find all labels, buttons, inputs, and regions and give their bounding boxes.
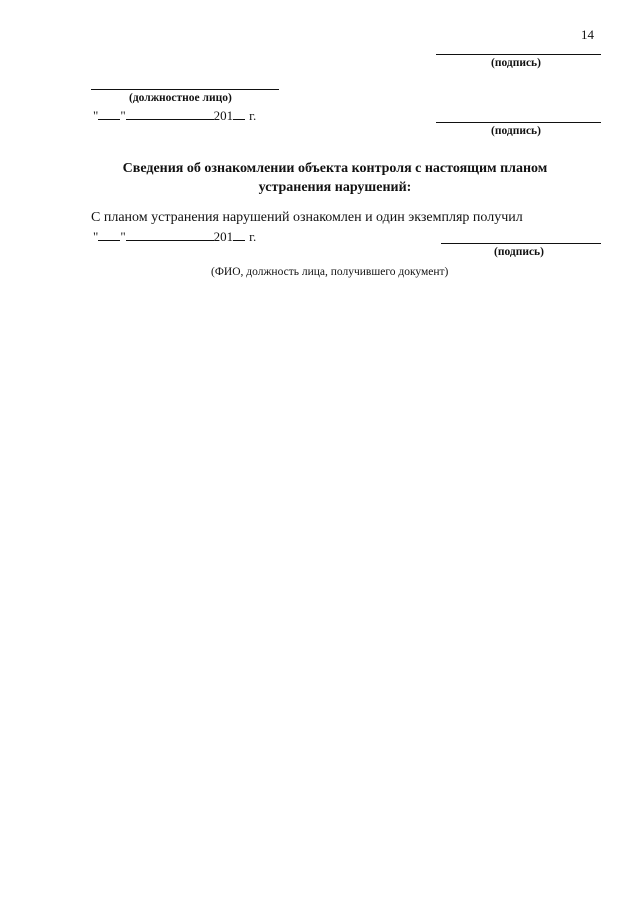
date-suffix: г.: [249, 229, 257, 244]
fio-label: (ФИО, должность лица, получившего документ): [211, 266, 449, 278]
second-signature-label: (подпись): [491, 125, 541, 137]
date-day-blank: [98, 109, 120, 120]
top-signature-line: [436, 54, 601, 55]
section-title: Сведения об ознакомлении объекта контроля с настоящим планом устранения нарушений:: [122, 161, 548, 195]
date-month-blank: [126, 230, 214, 241]
date-year: 201: [213, 108, 234, 123]
date-month-blank: [126, 109, 214, 120]
top-signature-label: (подпись): [491, 57, 541, 69]
official-name-line: [91, 89, 279, 90]
page-number: 14: [581, 27, 594, 42]
date-suffix: г.: [249, 108, 257, 123]
acknowledgement-date: [93, 229, 256, 245]
official-date: [93, 108, 256, 124]
date-close-quote: ": [120, 229, 126, 244]
date-open-quote: ": [93, 108, 99, 123]
date-close-quote: ": [120, 108, 126, 123]
acknowledgement-text: С планом устранения нарушений ознакомлен и один экземпляр получил: [91, 210, 523, 225]
date-year-blank: [233, 230, 245, 241]
date-day-blank: [98, 230, 120, 241]
date-year-blank: [233, 109, 245, 120]
date-open-quote: ": [93, 229, 99, 244]
acknowledgement-signature-label: (подпись): [494, 246, 544, 258]
official-label: (должностное лицо): [129, 92, 232, 104]
date-year: 201: [213, 229, 234, 244]
acknowledgement-signature-line: [441, 243, 601, 244]
second-signature-line: [436, 122, 601, 123]
